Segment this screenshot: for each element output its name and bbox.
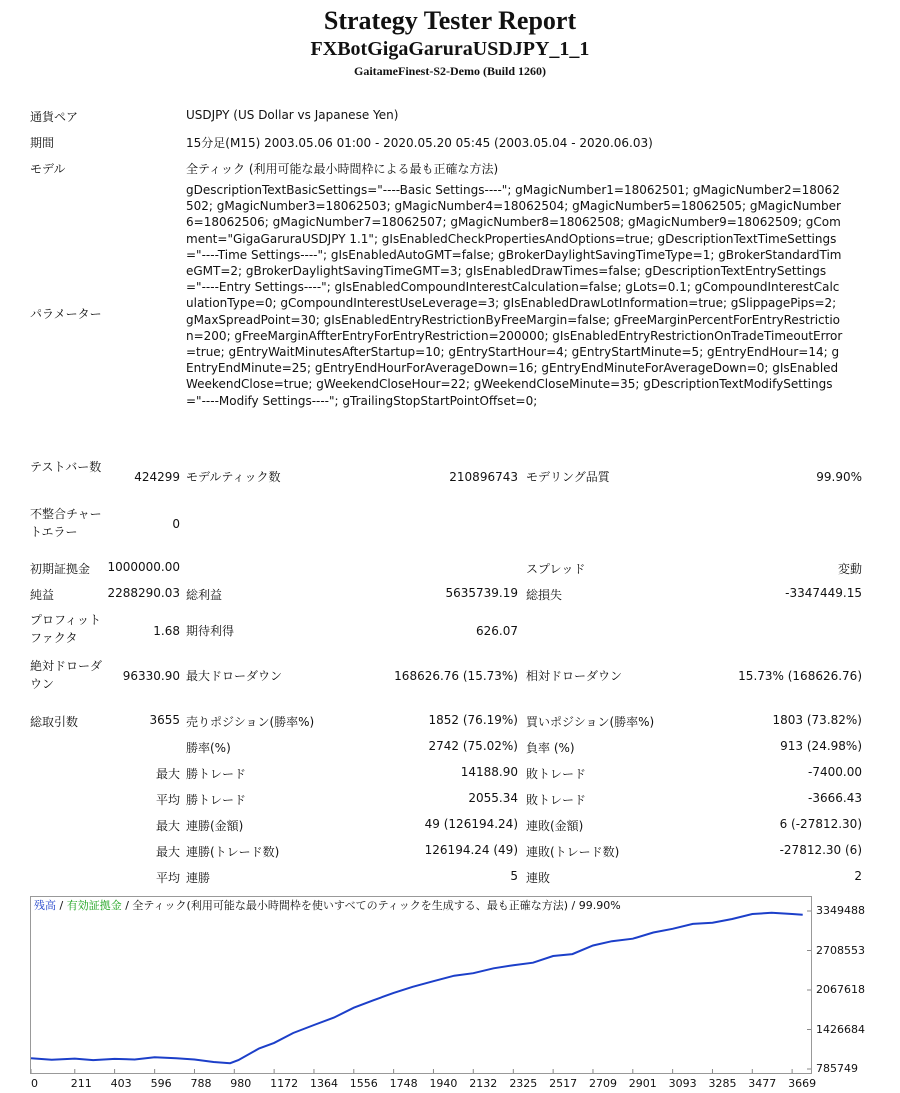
win-value: 2742 (75.02%) [428,739,518,753]
deposit-value: 1000000.00 [107,560,180,574]
x-tick-label: 1556 [349,1077,378,1090]
consec-win-money-value: 49 (126194.24) [424,817,518,831]
absdd-label: 絶対ドローダウン [30,659,103,691]
absdd-value: 96330.90 [122,669,180,683]
consec-loss-money-value: 6 (-27812.30) [779,817,862,831]
reldd-label: 相対ドローダウン [526,669,623,683]
profitfactor-value: 1.68 [153,624,180,638]
avg-consec-win-label: 連勝 [186,871,211,885]
grossloss-value: -3347449.15 [785,586,862,600]
largest-loss-value: -7400.00 [808,765,862,779]
avg-consec-loss-label: 連敗 [526,871,551,885]
trades-label: 総取引数 [30,715,79,729]
max-consec-prefix: 最大 [155,819,180,833]
ticks-label: モデルティック数 [186,470,281,484]
legend-separator: / [56,899,67,912]
bars-label: テストバー数 [30,460,102,474]
consec-win-money-label: 連勝(金額) [186,819,244,833]
long-label: 買いポジション(勝率%) [526,715,655,729]
trades-value: 3655 [149,713,180,727]
grossloss-label: 総損失 [526,588,563,602]
x-tick-label: 2901 [628,1077,657,1090]
x-tick-label: 211 [70,1077,92,1090]
report-title: Strategy Tester Report [323,6,577,35]
x-tick-label: 3669 [788,1077,817,1090]
avg-loss-value: -3666.43 [808,791,862,805]
x-tick-label: 403 [110,1077,132,1090]
legend-equity: 有効証拠金 [66,899,122,912]
consec-loss-count-label: 連敗(トレード数) [526,845,620,859]
grossprofit-value: 5635739.19 [445,586,518,600]
spread-label: スプレッド [526,562,586,576]
expected-value: 626.07 [476,624,518,638]
maxdd-value: 168626.76 (15.73%) [394,669,518,683]
short-value: 1852 (76.19%) [428,713,518,727]
largest-win-label: 勝トレード [186,767,247,781]
quality-value: 99.90% [816,470,862,484]
model-label: モデル [30,162,66,176]
expert-name: FXBotGigaGaruraUSDJPY_1_1 [310,38,590,60]
x-tick-label: 1748 [389,1077,418,1090]
legend-model-text: 全ティック(利用可能な最小時間枠を使いすべてのティックを生成する、最も正確な方法) / 99.90% [132,899,621,912]
x-tick-label: 2132 [469,1077,498,1090]
avg-loss-label: 敗トレード [526,793,587,807]
x-tick-label: 1364 [309,1077,338,1090]
server-name: GaitameFinest-S2-Demo (Build 1260) [354,64,546,78]
balance-chart-plot [31,897,811,1073]
y-tick-label: 2067618 [816,983,865,996]
x-tick-label: 3285 [708,1077,737,1090]
ticks-value: 210896743 [449,470,518,484]
loss-value: 913 (24.98%) [780,739,862,753]
y-tick-label: 2708553 [816,943,865,957]
balance-chart [30,896,812,1074]
consec-win-count-value: 126194.24 (49) [424,843,518,857]
reldd-value: 15.73% (168626.76) [738,669,862,683]
consec-loss-count-value: -27812.30 (6) [779,843,862,857]
chart-legend [34,897,621,913]
y-tick-label: 785749 [816,1062,858,1075]
mismatch-label: 不整合チャートエラー [30,507,102,539]
mismatch-value: 0 [172,517,180,531]
parameters-value: gDescriptionTextBasicSettings="----Basic Settings----"; gMagicNumber1=18062501; gMagicNumber2=18062502; gMagicNumber3=18062503; gMagicNumber4=18062504; gMagicNumber5=18062505; gMagicNumber6=18062506; gMagicNumber7=18062507; gMagicNumber8=18062508; gMagicNumber9=18062509; gComment="GigaGaruraUSDJPY 1.1"; gIsEnabledCheckPropertiesAndOptions=true; gDescriptionTextTimeSettings="----Time Settings----"; gIsEnabledAutoGMT=false; gBrokerDaylightSavingTimeType=1; gBrokerStandardTimeGMT=2; gBrokerDaylightSavingTimeGMT=3; gIsEnabledDrawTimes=false; gDescriptionTextEntrySettings="----Entry Settings----"; gIsEnabledCompoundInterestCalculation=false; gLots=0.1; gCompoundInterestCalculationType=0; gCompoundInterestUseLeverage=3; gIsEnabledDrawLotInformation=true; gSlippagePips=2; gMaxSpreadPoint=30; gIsEnabledEntryRestrictionByFreeMargin=false; gFreeMarginPercentForEntryRestriction=200; gFreeMarginAffterEntryForEntryRestriction=200000; gIsEnabledEntryRestrictionOnTradeTimeoutError=true; gEntryWaitMinutesAfterStartup=10; gEntryStartHour=4; gEntryStartMinute=5; gEntryEndHour=14; gEntryEndMinute=25; gEntryEndHourForAverageDown=16; gEntryEndMinuteForAverageDown=0; gIsEnabledWeekendClose=true; gWeekendCloseHour=22; gWeekendCloseMinute=35; gDescriptionTextModifySettings="----Modify Settings----"; gTrailingStopStartPointOffset=0; [186,183,843,408]
x-tick-label: 3093 [668,1077,697,1090]
x-tick-label: 788 [190,1077,212,1090]
win-label: 勝率(%) [186,741,231,755]
average-prefix: 平均 [155,793,180,807]
long-value: 1803 (73.82%) [772,713,862,727]
x-tick-label: 0 [31,1077,38,1090]
largest-prefix: 最大 [155,767,180,781]
netprofit-label: 純益 [30,588,55,602]
balance-line [31,913,803,1063]
consec-win-count-label: 連勝(トレード数) [186,845,280,859]
x-tick-label: 596 [150,1077,172,1090]
x-tick-label: 2709 [588,1077,617,1090]
x-tick-label: 980 [230,1077,252,1090]
quality-label: モデリング品質 [526,470,610,484]
symbol-label: 通貨ペア [30,110,79,124]
consec-loss-money-label: 連敗(金額) [526,819,584,833]
avg-consec-win-value: 5 [510,869,518,883]
avg-win-label: 勝トレード [186,793,247,807]
avg-win-value: 2055.34 [468,791,518,805]
legend-separator: / [121,899,133,912]
max-consec-count-prefix: 最大 [155,845,180,859]
grossprofit-label: 総利益 [186,588,223,602]
x-tick-label: 1940 [429,1077,458,1090]
deposit-label: 初期証拠金 [30,562,91,576]
expected-label: 期待利得 [186,624,235,638]
largest-win-value: 14188.90 [460,765,518,779]
netprofit-value: 2288290.03 [107,586,180,600]
bars-value: 424299 [134,470,180,484]
period-value: 15分足(M15) 2003.05.06 01:00 - 2020.05.20 05:45 (2003.05.04 - 2020.06.03) [186,136,653,150]
x-tick-label: 2517 [549,1077,578,1090]
x-tick-label: 1172 [270,1077,299,1090]
period-label: 期間 [30,136,55,150]
legend-balance: 残高 [34,899,56,912]
y-tick-label: 1426684 [816,1022,865,1036]
avg-consec-prefix: 平均 [155,871,180,885]
x-tick-label: 3477 [748,1077,777,1090]
spread-value: 変動 [837,562,862,576]
parameters-label: パラメーター [30,307,102,321]
x-tick-label: 2325 [509,1077,538,1090]
short-label: 売りポジション(勝率%) [186,715,315,729]
avg-consec-loss-value: 2 [854,869,862,883]
model-value: 全ティック (利用可能な最小時間枠による最も正確な方法) [186,162,499,176]
largest-loss-label: 敗トレード [526,767,587,781]
symbol-value: USDJPY (US Dollar vs Japanese Yen) [186,108,399,122]
y-tick-label: 3349488 [816,904,865,917]
maxdd-label: 最大ドローダウン [186,669,283,683]
profitfactor-label: プロフィットファクタ [30,613,102,645]
loss-label: 負率 (%) [526,741,575,755]
